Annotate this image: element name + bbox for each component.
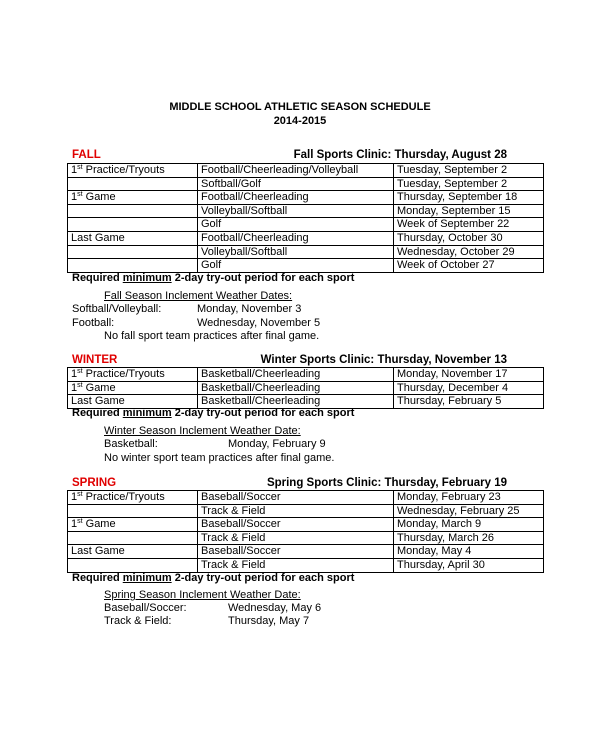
phase-cell <box>68 191 198 205</box>
phase-cell <box>68 545 198 559</box>
date-cell: Thursday, February 5 <box>394 395 544 409</box>
phase-cell <box>68 558 198 572</box>
spring-weather-heading: Spring Season Inclement Weather Date: <box>104 589 301 601</box>
date-cell: Thursday, March 26 <box>394 531 544 545</box>
sport-cell: Baseball/Soccer <box>198 491 394 505</box>
date-cell: Tuesday, September 2 <box>394 177 544 191</box>
schedule-row <box>68 531 544 545</box>
phase-cell <box>68 381 198 395</box>
date-cell: Wednesday, February 25 <box>394 504 544 518</box>
sport-cell: Golf <box>198 259 394 273</box>
date-cell: Monday, May 4 <box>394 545 544 559</box>
date-cell: Week of September 22 <box>394 218 544 232</box>
spring-weather-date-1: Wednesday, May 6 <box>228 602 322 614</box>
date-cell: Monday, November 17 <box>394 368 544 382</box>
sport-cell: Football/Cheerleading <box>198 231 394 245</box>
winter-weather-heading: Winter Season Inclement Weather Date: <box>104 425 301 437</box>
phase-number: 1 <box>71 191 78 204</box>
sport-cell: Volleyball/Softball <box>198 245 394 259</box>
phase-ordinal: st <box>77 368 83 375</box>
document-title: MIDDLE SCHOOL ATHLETIC SEASON SCHEDULE <box>169 101 431 113</box>
date-cell: Monday, March 9 <box>394 518 544 532</box>
phase-cell <box>68 177 198 191</box>
sport-cell: Softball/Golf <box>198 177 394 191</box>
spring-season-label: SPRING <box>72 477 117 489</box>
schedule-row <box>68 231 544 245</box>
phase-cell <box>68 531 198 545</box>
schedule-row <box>68 504 544 518</box>
sport-cell: Basketball/Cheerleading <box>198 395 394 409</box>
phase-label: Game <box>82 191 116 204</box>
winter-practice-note: No winter sport team practices after final game. <box>104 452 335 464</box>
schedule-row <box>68 545 544 559</box>
winter-weather-sport-1: Basketball: <box>104 438 158 450</box>
spring-weather-sport-1: Baseball/Soccer: <box>104 602 187 614</box>
phase-label: Last Game <box>71 545 125 558</box>
fall-season-label: FALL <box>72 149 101 161</box>
date-cell: Thursday, December 4 <box>394 381 544 395</box>
phase-number: 1 <box>71 368 78 380</box>
phase-ordinal: st <box>77 518 83 526</box>
phase-cell <box>68 245 198 259</box>
sport-cell: Football/Cheerleading/Volleyball <box>198 164 394 178</box>
schedule-row <box>68 558 544 572</box>
fall-weather-sport-1: Softball/Volleyball: <box>72 303 162 315</box>
phase-label: Game <box>82 518 116 531</box>
sport-cell: Volleyball/Softball <box>198 204 394 218</box>
document-year: 2014-2015 <box>273 115 327 127</box>
date-cell: Monday, September 15 <box>394 204 544 218</box>
date-cell: Week of October 27 <box>394 259 544 273</box>
phase-ordinal: st <box>77 381 83 389</box>
sport-cell: Basketball/Cheerleading <box>198 381 394 395</box>
phase-ordinal: st <box>77 491 83 498</box>
date-cell: Tuesday, September 2 <box>394 164 544 178</box>
sport-cell: Golf <box>198 218 394 232</box>
phase-ordinal: st <box>77 164 83 171</box>
spring-weather-date-2: Thursday, May 7 <box>228 615 310 627</box>
spring-weather-sport-2: Track & Field: <box>104 615 172 627</box>
sport-cell: Track & Field <box>198 558 394 572</box>
phase-label: Last Game <box>71 231 125 244</box>
phase-label: Practice/Tryouts <box>82 164 165 176</box>
spring-requirement-note: Required minimum 2-day try-out period for each sport <box>72 572 355 584</box>
schedule-row <box>68 218 544 232</box>
sport-cell: Basketball/Cheerleading <box>198 368 394 382</box>
phase-label: Practice/Tryouts <box>82 368 165 380</box>
schedule-row <box>68 368 544 382</box>
phase-cell <box>68 204 198 218</box>
winter-requirement-note: Required minimum 2-day try-out period for each sport <box>72 407 355 419</box>
winter-season-label: WINTER <box>72 354 118 366</box>
sport-cell: Football/Cheerleading <box>198 191 394 205</box>
fall-weather-date-2: Wednesday, November 5 <box>197 317 321 329</box>
phase-label: Game <box>82 381 116 394</box>
winter-clinic-date: Winter Sports Clinic: Thursday, November 13 <box>260 354 507 366</box>
schedule-row <box>68 518 544 532</box>
phase-number: 1 <box>71 518 78 531</box>
phase-ordinal: st <box>77 191 83 199</box>
schedule-row <box>68 177 544 191</box>
phase-label: Practice/Tryouts <box>82 491 165 503</box>
phase-cell <box>68 504 198 518</box>
winter-schedule-table <box>67 367 544 409</box>
fall-weather-date-1: Monday, November 3 <box>197 303 302 315</box>
schedule-row <box>68 191 544 205</box>
winter-weather-date-1: Monday, February 9 <box>228 438 326 450</box>
sport-cell: Track & Field <box>198 504 394 518</box>
phase-cell <box>68 218 198 232</box>
phase-cell <box>68 491 198 505</box>
fall-weather-sport-2: Football: <box>72 317 115 329</box>
date-cell: Thursday, September 18 <box>394 191 544 205</box>
phase-number: 1 <box>71 164 78 176</box>
fall-practice-note: No fall sport team practices after final game. <box>104 330 320 342</box>
spring-clinic-date: Spring Sports Clinic: Thursday, February 19 <box>266 477 507 489</box>
fall-clinic-date: Fall Sports Clinic: Thursday, August 28 <box>293 149 507 161</box>
phase-cell <box>68 518 198 532</box>
phase-cell <box>68 164 198 178</box>
schedule-row <box>68 245 544 259</box>
date-cell: Thursday, April 30 <box>394 558 544 572</box>
phase-label: Last Game <box>71 395 125 408</box>
schedule-row <box>68 164 544 178</box>
schedule-row <box>68 491 544 505</box>
date-cell: Thursday, October 30 <box>394 231 544 245</box>
sport-cell: Baseball/Soccer <box>198 518 394 532</box>
date-cell: Wednesday, October 29 <box>394 245 544 259</box>
schedule-row <box>68 259 544 273</box>
schedule-row <box>68 381 544 395</box>
fall-schedule-table <box>67 163 544 273</box>
phase-cell <box>68 259 198 273</box>
schedule-row <box>68 204 544 218</box>
spring-schedule-table <box>67 490 544 573</box>
sport-cell: Baseball/Soccer <box>198 545 394 559</box>
fall-requirement-note: Required minimum 2-day try-out period for each sport <box>72 272 355 284</box>
phase-number: 1 <box>71 491 78 503</box>
fall-weather-heading: Fall Season Inclement Weather Dates: <box>104 290 293 302</box>
phase-cell <box>68 231 198 245</box>
sport-cell: Track & Field <box>198 531 394 545</box>
date-cell: Monday, February 23 <box>394 491 544 505</box>
phase-cell <box>68 368 198 382</box>
phase-number: 1 <box>71 381 78 394</box>
